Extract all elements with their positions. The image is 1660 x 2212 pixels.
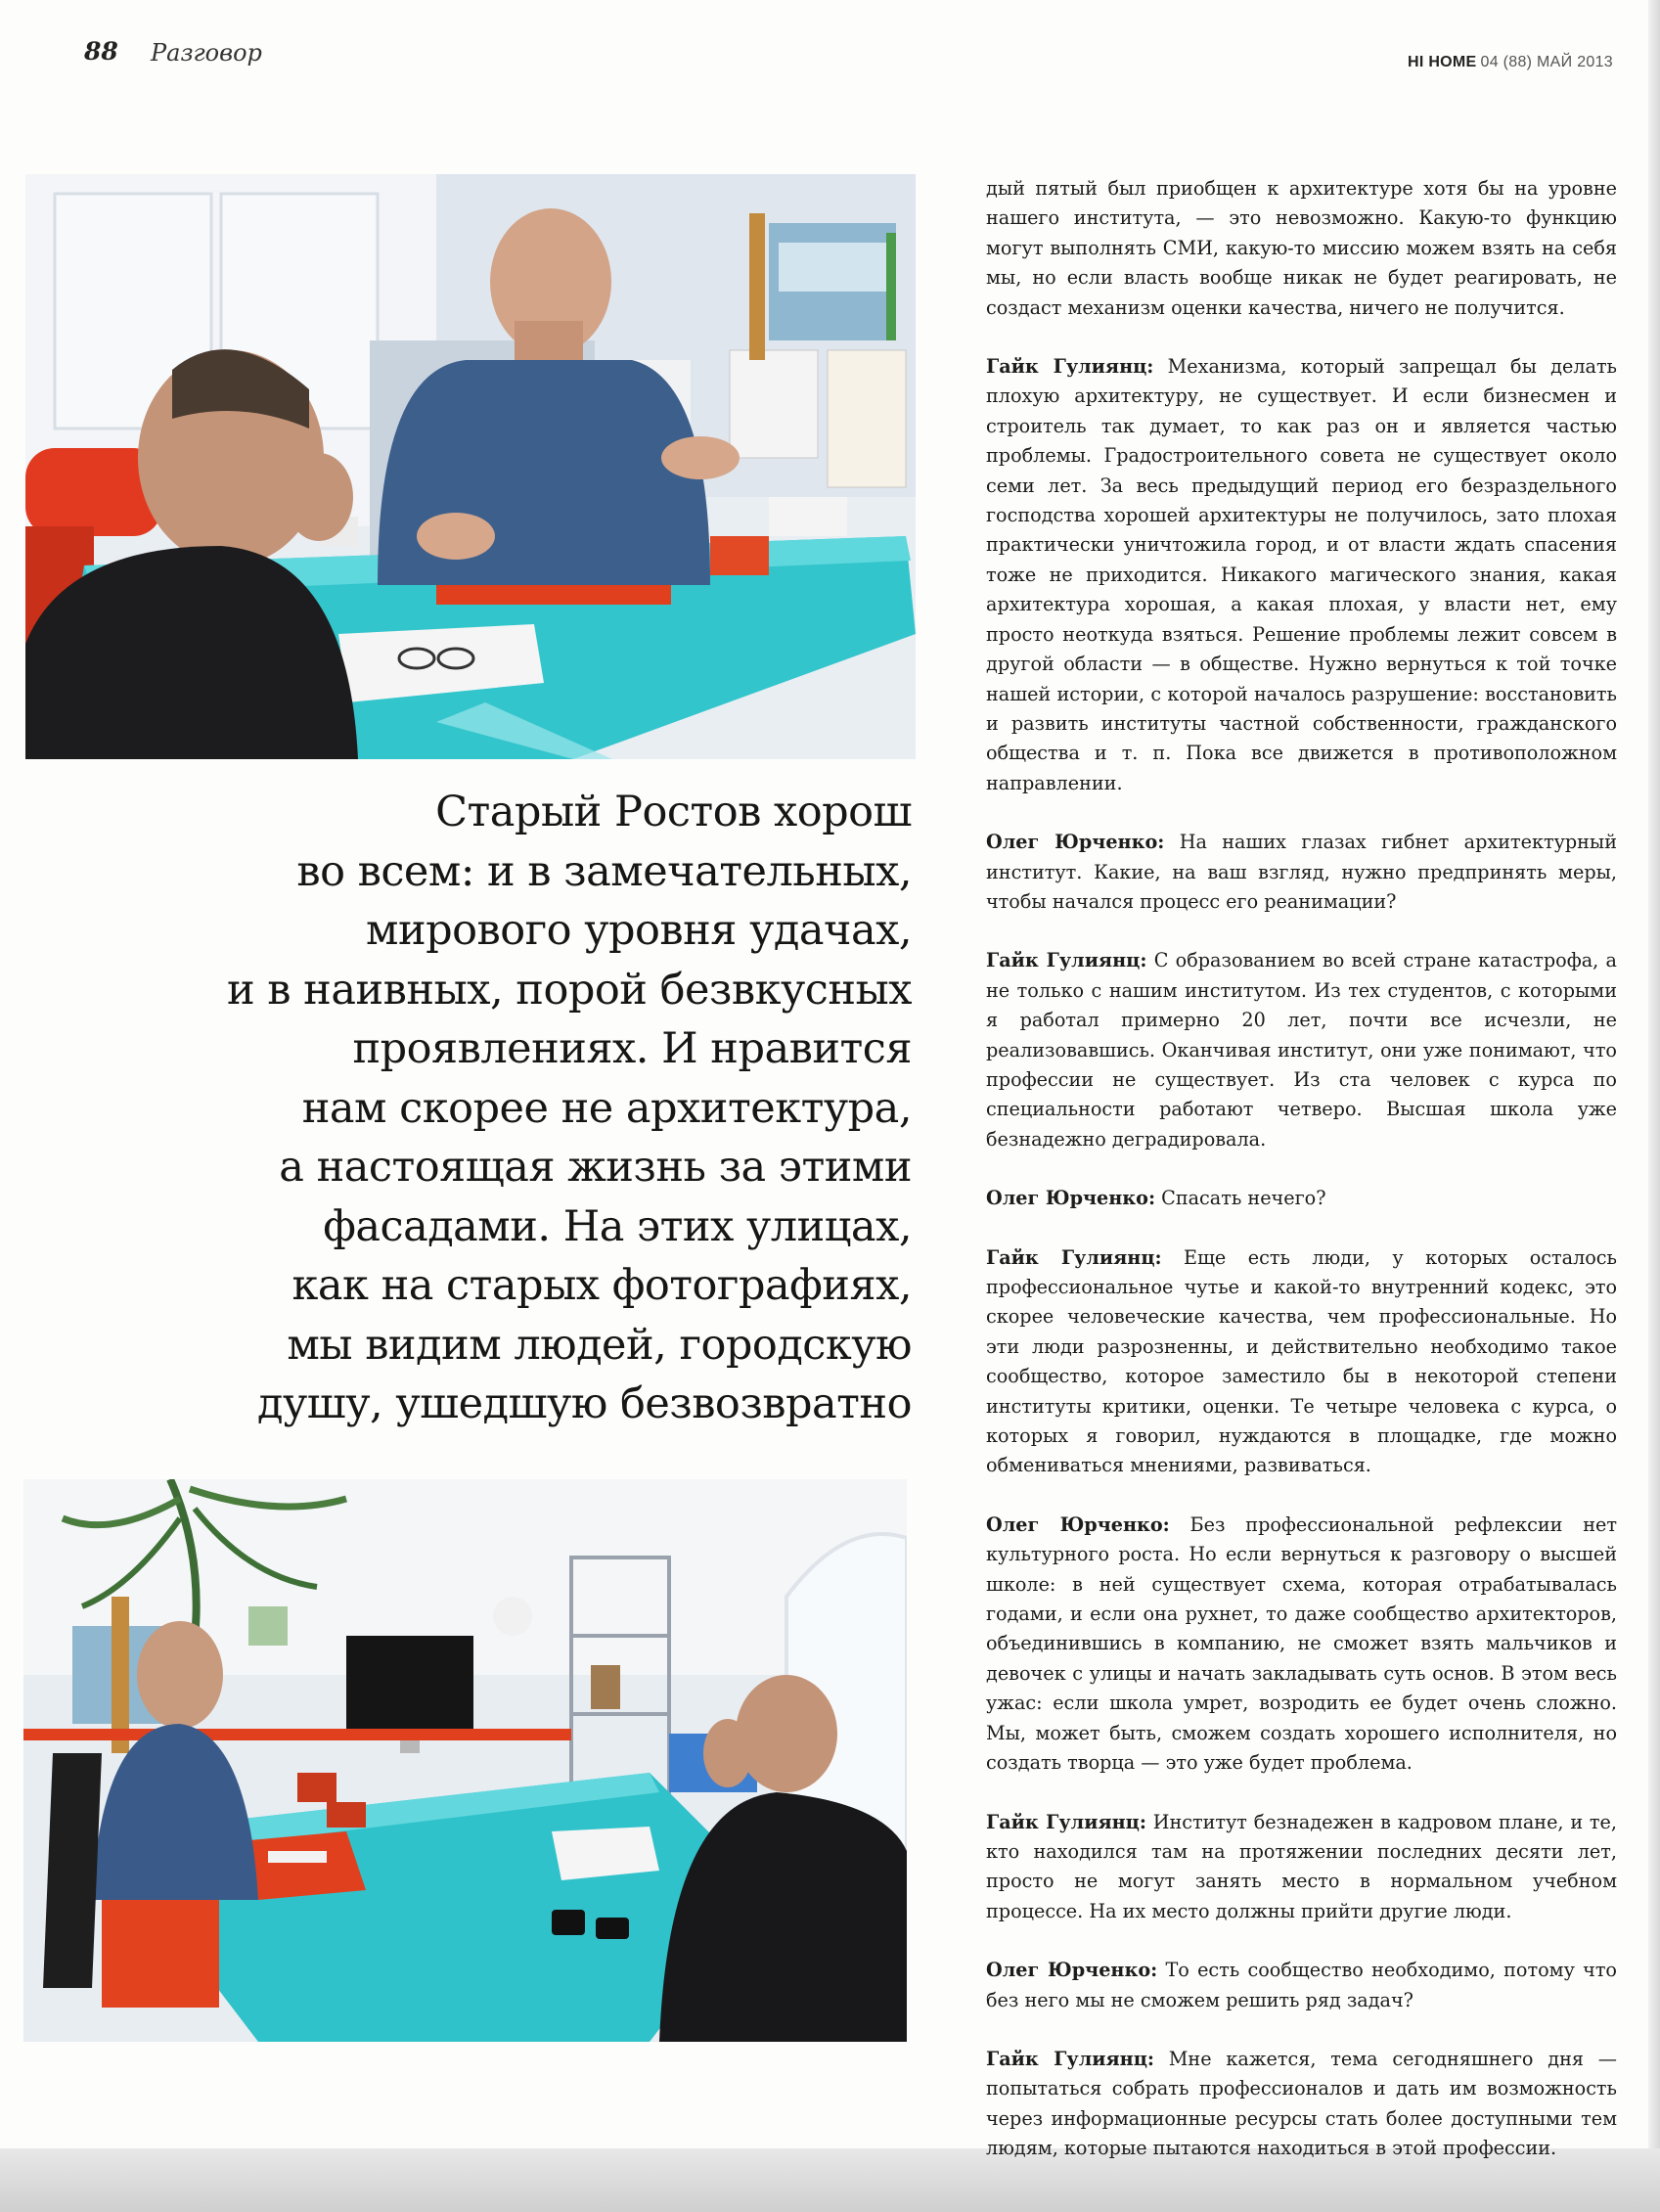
section-title: Разговор: [151, 39, 262, 67]
paragraph-text: С образованием во всей стране катастрофа, а не только с нашим институтом. Из тех студентов, с которыми я работал примерно 20 лет, почти все исчезли, не реализовавшись. Оканчивая институт, они уже понимают, что профессии не существует. Из ста человек с курса по специальности работают четверо. Высшая школа уже безнадежно деградировала.: [986, 949, 1617, 1151]
pull-quote-line: а настоящая жизнь за этими: [279, 1143, 912, 1192]
photo-interview-bottom: [23, 1479, 907, 2042]
paragraph-text: Институт безнадежен в кадровом плане, и те, кто находился там на протяжении последних десяти лет, просто не могут занять место в нормальном учебном процессе. На их место должны прийти другие люди.: [986, 1810, 1617, 1922]
page-number: 88: [84, 37, 118, 66]
magazine-brand: HI HOME: [1407, 54, 1477, 70]
article-paragraph: [986, 1243, 1617, 1481]
speaker-name: Гайк Гулиянц:: [986, 2047, 1154, 2070]
pull-quote-line: мы видим людей, городскую: [287, 1320, 912, 1370]
pull-quote-line: нам скорее не архитектура,: [301, 1083, 912, 1133]
paragraph-text: Механизма, который запрещал бы делать плохую архитектуру, не существует. И если бизнесмен и строитель так думает, то как раз он и является частью проблемы. Градостроительного совета не существует около семи лет. За весь предыдущий период его безраздельного господства хорошей архитектуры не получилось, зато плохая практически уничтожила город, и от власти ждать спасения тоже не приходится. Никакого магического знания, какая архитектура хорошая, а какая плохая, у власти нет, ему просто неоткуда взяться. Решение проблемы лежит совсем в другой области — в обществе. Нужно вернуться к той точке нашей истории, с которой началось разрушение: восстановить и развить институты частной собственности, гражданского общества и т. п. Пока все движется в противоположном направлении.: [986, 355, 1618, 794]
paragraph-text: Спасать нечего?: [1155, 1187, 1326, 1210]
speaker-name: Олег Юрченко:: [986, 1512, 1170, 1536]
article-paragraph: [986, 828, 1617, 917]
article-paragraph: [986, 946, 1617, 1154]
article-paragraph: [986, 2045, 1617, 2164]
paragraph-text: На наших глазах гибнет архитектурный институт. Какие, на ваш взгляд, нужно предпринять меры, чтобы начался процесс его реанимации?: [986, 831, 1617, 913]
speaker-name: Гайк Гулиянц:: [986, 1245, 1162, 1269]
article-body: [986, 174, 1617, 2193]
article-paragraph: [986, 174, 1617, 323]
paragraph-text: То есть сообщество необходимо, потому что без него мы не сможем решить ряд задач?: [986, 1959, 1617, 2011]
speaker-name: Гайк Гулиянц:: [986, 1810, 1146, 1833]
article-paragraph: [986, 1511, 1617, 1779]
page-edge-shadow: [1648, 0, 1660, 2152]
pull-quote-line: душу, ушедшую безвозвратно: [256, 1379, 912, 1428]
paragraph-text: Без профессиональной рефлексии нет культурного роста. Но если вернуться к разговору о высшей школе: в ней существует схема, которая отрабатывалась годами, и если она рухнет, то даже сообщество архитекторов, объединившись в компанию, не сможет взять мальчиков и девочек с улицы и начать закладывать суть основ. В этом весь ужас: если школа умрет, возродить ее будет очень сложно. Мы, может быть, сможем создать хорошего исполнителя, но создать творца — это уже будет проблема.: [986, 1512, 1617, 1775]
pull-quote-line: во всем: и в замечательных,: [296, 846, 912, 896]
paragraph-text: дый пятый был приобщен к архитектуре хотя бы на уровне нашего института, — это невозможно. Какую-то функцию могут выполнять СМИ, какую-то миссию можем взять на себя мы, но если власть вообще никак не будет реагировать, не создаст механизм оценки качества, ничего не получится.: [986, 177, 1617, 319]
speaker-name: Олег Юрченко:: [986, 1959, 1158, 1982]
article-paragraph: [986, 1184, 1617, 1213]
pull-quote-line: фасадами. На этих улицах,: [323, 1201, 912, 1251]
speaker-name: Олег Юрченко:: [986, 831, 1165, 854]
pull-quote-line: мирового уровня удачах,: [366, 906, 912, 955]
pull-quote-line: проявлениях. И нравится: [352, 1024, 912, 1073]
pull-quote: [117, 783, 912, 1434]
magazine-info: [1408, 54, 1613, 71]
photo-interview-top: [25, 174, 916, 759]
photo-bottom-illustration: [23, 1479, 907, 2042]
pull-quote-line: Старый Ростов хорош: [435, 788, 912, 836]
pull-quote-line: и в наивных, порой безвкусных: [226, 965, 912, 1015]
article-paragraph: [986, 1808, 1617, 1927]
speaker-name: Гайк Гулиянц:: [986, 949, 1147, 972]
speaker-name: Гайк Гулиянц:: [986, 355, 1154, 379]
pull-quote-line: как на старых фотографиях,: [292, 1261, 912, 1310]
speaker-name: Олег Юрченко:: [986, 1187, 1156, 1210]
article-paragraph: [986, 352, 1617, 798]
issue-info: 04 (88) МАЙ 2013: [1480, 54, 1613, 70]
article-paragraph: [986, 1956, 1617, 2015]
paragraph-text: Еще есть люди, у которых осталось профессиональное чутье и какой-то внутренний кодекс, это скорее человеческие качества, чем профессиональные. Но эти люди разрозненны, и действительно необходимо такое сообщество, которое заместило бы в некоторой степени институты критики, оценки. Те четыре человека с курса, о которых я говорил, нуждаются в площадке, где можно обмениваться мнениями, развиваться.: [986, 1245, 1618, 1477]
paragraph-text: Мне кажется, тема сегодняшнего дня — попытаться собрать профессионалов и дать им возможность через информационные ресурсы стать более доступными тем людям, которые пытаются находиться в этой профессии.: [986, 2047, 1617, 2160]
photo-top-illustration: [25, 174, 916, 759]
